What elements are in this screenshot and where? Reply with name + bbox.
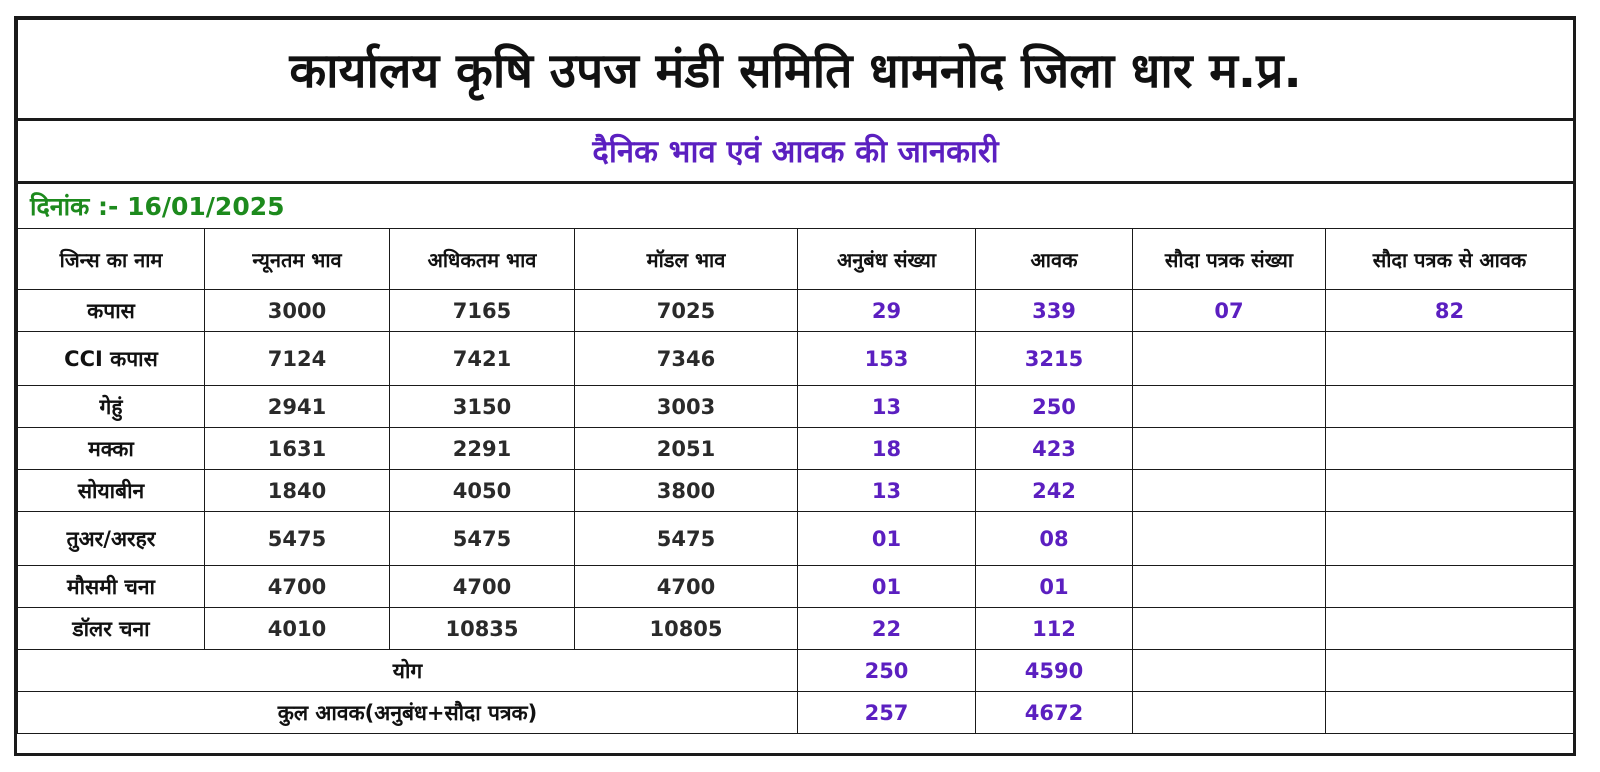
- cell-deal-arrival: [1326, 332, 1574, 386]
- grand-total-row-empty: [1326, 692, 1574, 734]
- grand-total-row-label: कुल आवक(अनुबंध+सौदा पत्रक): [18, 692, 798, 734]
- cell-model: 10805: [575, 608, 798, 650]
- total-row-arrival: 4590: [976, 650, 1133, 692]
- table-header: [18, 229, 1574, 290]
- cell-min: 4700: [205, 566, 390, 608]
- cell-min: 3000: [205, 290, 390, 332]
- col-header-deal-count: सौदा पत्रक संख्या: [1133, 229, 1326, 290]
- table-row: [18, 470, 1574, 512]
- total-row-contracts: 250: [798, 650, 976, 692]
- cell-max: 5475: [390, 512, 575, 566]
- page-title: कार्यालय कृषि उपज मंडी समिति धामनोद जिला धार म.प्र.: [18, 20, 1574, 120]
- cell-max: 7421: [390, 332, 575, 386]
- cell-contracts: 13: [798, 386, 976, 428]
- cell-contracts: 01: [798, 512, 976, 566]
- cell-contracts: 22: [798, 608, 976, 650]
- cell-contracts: 01: [798, 566, 976, 608]
- cell-name: कपास: [18, 290, 205, 332]
- col-header-model: मॉडल भाव: [575, 229, 798, 290]
- cell-deal-arrival: [1326, 608, 1574, 650]
- cell-min: 4010: [205, 608, 390, 650]
- cell-arrival: 250: [976, 386, 1133, 428]
- cell-deal-count: 07: [1133, 290, 1326, 332]
- cell-model: 3800: [575, 470, 798, 512]
- cell-deal-arrival: [1326, 512, 1574, 566]
- table-row: [18, 332, 1574, 386]
- mandi-table: [17, 19, 1574, 734]
- cell-arrival: 08: [976, 512, 1133, 566]
- cell-max: 4700: [390, 566, 575, 608]
- cell-min: 7124: [205, 332, 390, 386]
- cell-model: 7025: [575, 290, 798, 332]
- cell-arrival: 01: [976, 566, 1133, 608]
- cell-deal-arrival: [1326, 428, 1574, 470]
- col-header-max: अधिकतम भाव: [390, 229, 575, 290]
- cell-model: 7346: [575, 332, 798, 386]
- cell-model: 3003: [575, 386, 798, 428]
- cell-max: 3150: [390, 386, 575, 428]
- grand-total-row-empty: [1133, 692, 1326, 734]
- cell-deal-count: [1133, 332, 1326, 386]
- cell-arrival: 242: [976, 470, 1133, 512]
- total-row-empty: [1133, 650, 1326, 692]
- cell-deal-arrival: [1326, 470, 1574, 512]
- cell-name: तुअर/अरहर: [18, 512, 205, 566]
- total-row: [18, 650, 1574, 692]
- total-row-label: योग: [18, 650, 798, 692]
- cell-min: 5475: [205, 512, 390, 566]
- total-row-empty: [1326, 650, 1574, 692]
- report-frame: [14, 16, 1576, 756]
- table-row: [18, 428, 1574, 470]
- cell-deal-count: [1133, 428, 1326, 470]
- cell-max: 2291: [390, 428, 575, 470]
- grand-total-row-contracts: 257: [798, 692, 976, 734]
- cell-arrival: 339: [976, 290, 1133, 332]
- cell-deal-count: [1133, 470, 1326, 512]
- col-header-min: न्यूनतम भाव: [205, 229, 390, 290]
- cell-contracts: 13: [798, 470, 976, 512]
- col-header-arrival: आवक: [976, 229, 1133, 290]
- cell-max: 7165: [390, 290, 575, 332]
- cell-deal-arrival: [1326, 566, 1574, 608]
- cell-name: मौसमी चना: [18, 566, 205, 608]
- cell-name: CCI कपास: [18, 332, 205, 386]
- cell-name: सोयाबीन: [18, 470, 205, 512]
- col-header-deal-arrival: सौदा पत्रक से आवक: [1326, 229, 1574, 290]
- cell-name: गेहुं: [18, 386, 205, 428]
- cell-max: 4050: [390, 470, 575, 512]
- cell-contracts: 153: [798, 332, 976, 386]
- cell-name: मक्का: [18, 428, 205, 470]
- table-row: [18, 386, 1574, 428]
- table-row: [18, 512, 1574, 566]
- page-subtitle: दैनिक भाव एवं आवक की जानकारी: [18, 120, 1574, 183]
- cell-min: 1631: [205, 428, 390, 470]
- cell-deal-count: [1133, 608, 1326, 650]
- table-row: [18, 566, 1574, 608]
- cell-deal-count: [1133, 566, 1326, 608]
- cell-model: 2051: [575, 428, 798, 470]
- cell-arrival: 423: [976, 428, 1133, 470]
- table-row: [18, 290, 1574, 332]
- cell-model: 4700: [575, 566, 798, 608]
- cell-min: 2941: [205, 386, 390, 428]
- cell-max: 10835: [390, 608, 575, 650]
- grand-total-row-arrival: 4672: [976, 692, 1133, 734]
- cell-arrival: 112: [976, 608, 1133, 650]
- cell-model: 5475: [575, 512, 798, 566]
- cell-contracts: 18: [798, 428, 976, 470]
- cell-deal-count: [1133, 512, 1326, 566]
- cell-arrival: 3215: [976, 332, 1133, 386]
- cell-deal-count: [1133, 386, 1326, 428]
- table-row: [18, 608, 1574, 650]
- cell-name: डॉलर चना: [18, 608, 205, 650]
- cell-deal-arrival: 82: [1326, 290, 1574, 332]
- cell-min: 1840: [205, 470, 390, 512]
- grand-total-row: [18, 692, 1574, 734]
- cell-contracts: 29: [798, 290, 976, 332]
- col-header-contracts: अनुबंध संख्या: [798, 229, 976, 290]
- report-date: दिनांक :- 16/01/2025: [18, 183, 1574, 229]
- cell-deal-arrival: [1326, 386, 1574, 428]
- col-header-name: जिन्स का नाम: [18, 229, 205, 290]
